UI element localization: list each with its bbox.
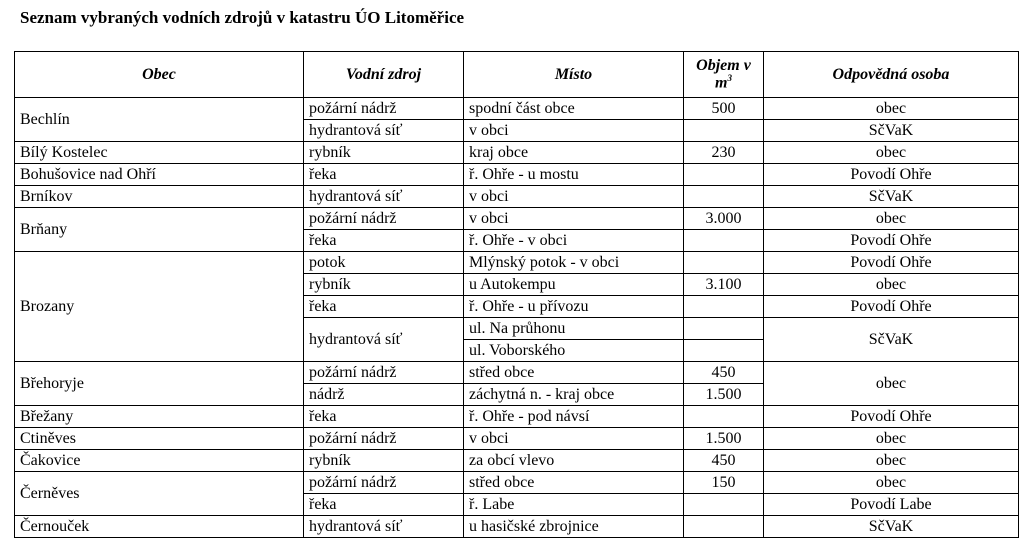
cell-objem bbox=[684, 340, 764, 362]
cell-obec: Černouček bbox=[15, 516, 304, 538]
cell-objem bbox=[684, 186, 764, 208]
table-row bbox=[15, 428, 1019, 450]
cell-vodni-zdroj: požární nádrž bbox=[304, 472, 464, 494]
table-row bbox=[15, 252, 1019, 274]
header-objem-line1: Objem v bbox=[696, 56, 751, 74]
cell-misto: ul. Na průhonu bbox=[464, 318, 684, 340]
header-odpovedna-osoba: Odpovědná osoba bbox=[764, 52, 1019, 98]
cell-objem bbox=[684, 164, 764, 186]
water-sources-table bbox=[14, 51, 1019, 538]
cell-misto: ř. Ohře - u mostu bbox=[464, 164, 684, 186]
cell-misto: ř. Ohře - pod návsí bbox=[464, 406, 684, 428]
cell-objem: 1.500 bbox=[684, 428, 764, 450]
cell-misto: záchytná n. - kraj obce bbox=[464, 384, 684, 406]
table-row bbox=[15, 406, 1019, 428]
cell-obec: Bechlín bbox=[15, 98, 304, 142]
cell-odpovedna-osoba: obec bbox=[764, 274, 1019, 296]
cell-odpovedna-osoba: obec bbox=[764, 208, 1019, 230]
cell-misto: Mlýnský potok - v obci bbox=[464, 252, 684, 274]
header-vodni-zdroj: Vodní zdroj bbox=[304, 52, 464, 98]
cell-odpovedna-osoba: Povodí Ohře bbox=[764, 252, 1019, 274]
table-header-row bbox=[15, 52, 1019, 98]
cell-vodni-zdroj: řeka bbox=[304, 164, 464, 186]
cell-objem bbox=[684, 494, 764, 516]
cell-odpovedna-osoba: Povodí Ohře bbox=[764, 164, 1019, 186]
header-objem bbox=[684, 52, 764, 98]
cell-vodni-zdroj: požární nádrž bbox=[304, 98, 464, 120]
cell-objem bbox=[684, 252, 764, 274]
table-row bbox=[15, 98, 1019, 120]
cell-odpovedna-osoba: Povodí Ohře bbox=[764, 406, 1019, 428]
cell-obec: Čakovice bbox=[15, 450, 304, 472]
cell-odpovedna-osoba: obec bbox=[764, 450, 1019, 472]
header-objem-unit: m bbox=[715, 74, 728, 92]
cell-misto: v obci bbox=[464, 186, 684, 208]
cell-obec: Břežany bbox=[15, 406, 304, 428]
cell-vodni-zdroj: řeka bbox=[304, 296, 464, 318]
cell-misto: u hasičské zbrojnice bbox=[464, 516, 684, 538]
cell-odpovedna-osoba: SčVaK bbox=[764, 516, 1019, 538]
cell-misto: ř. Labe bbox=[464, 494, 684, 516]
cell-vodni-zdroj: rybník bbox=[304, 450, 464, 472]
header-misto: Místo bbox=[464, 52, 684, 98]
cell-odpovedna-osoba: obec bbox=[764, 472, 1019, 494]
cell-objem: 450 bbox=[684, 362, 764, 384]
cell-misto: střed obce bbox=[464, 362, 684, 384]
cell-odpovedna-osoba: obec bbox=[764, 428, 1019, 450]
cell-objem: 500 bbox=[684, 98, 764, 120]
cell-misto: ř. Ohře - u přívozu bbox=[464, 296, 684, 318]
cell-misto: ul. Voborského bbox=[464, 340, 684, 362]
cell-objem: 450 bbox=[684, 450, 764, 472]
cell-obec: Bohušovice nad Ohří bbox=[15, 164, 304, 186]
cell-objem bbox=[684, 230, 764, 252]
table-row bbox=[15, 164, 1019, 186]
table-row bbox=[15, 450, 1019, 472]
cell-odpovedna-osoba: Povodí Ohře bbox=[764, 230, 1019, 252]
cell-misto: spodní část obce bbox=[464, 98, 684, 120]
cell-odpovedna-osoba: obec bbox=[764, 362, 1019, 406]
cell-vodni-zdroj: hydrantová síť bbox=[304, 516, 464, 538]
cell-misto: v obci bbox=[464, 208, 684, 230]
cell-obec: Brozany bbox=[15, 252, 304, 362]
header-objem-sup: 3 bbox=[727, 73, 732, 84]
header-obec: Obec bbox=[15, 52, 304, 98]
cell-vodni-zdroj: rybník bbox=[304, 142, 464, 164]
cell-vodni-zdroj: řeka bbox=[304, 494, 464, 516]
cell-obec: Ctiněves bbox=[15, 428, 304, 450]
cell-misto: u Autokempu bbox=[464, 274, 684, 296]
cell-odpovedna-osoba: Povodí Ohře bbox=[764, 296, 1019, 318]
cell-objem: 150 bbox=[684, 472, 764, 494]
cell-obec: Brníkov bbox=[15, 186, 304, 208]
cell-vodni-zdroj: potok bbox=[304, 252, 464, 274]
cell-obec: Brňany bbox=[15, 208, 304, 252]
cell-misto: v obci bbox=[464, 428, 684, 450]
table-row bbox=[15, 362, 1019, 384]
cell-objem bbox=[684, 516, 764, 538]
cell-objem: 1.500 bbox=[684, 384, 764, 406]
cell-vodni-zdroj: hydrantová síť bbox=[304, 120, 464, 142]
cell-obec: Břehoryje bbox=[15, 362, 304, 406]
cell-misto: ř. Ohře - v obci bbox=[464, 230, 684, 252]
cell-odpovedna-osoba: obec bbox=[764, 142, 1019, 164]
cell-objem bbox=[684, 406, 764, 428]
table-row bbox=[15, 472, 1019, 494]
cell-vodni-zdroj: řeka bbox=[304, 230, 464, 252]
table-row bbox=[15, 516, 1019, 538]
cell-misto: kraj obce bbox=[464, 142, 684, 164]
cell-objem bbox=[684, 120, 764, 142]
cell-objem: 230 bbox=[684, 142, 764, 164]
cell-vodni-zdroj: hydrantová síť bbox=[304, 186, 464, 208]
cell-vodni-zdroj: rybník bbox=[304, 274, 464, 296]
cell-obec: Bílý Kostelec bbox=[15, 142, 304, 164]
cell-odpovedna-osoba: SčVaK bbox=[764, 318, 1019, 362]
cell-vodni-zdroj: požární nádrž bbox=[304, 208, 464, 230]
cell-odpovedna-osoba: SčVaK bbox=[764, 186, 1019, 208]
table-row bbox=[15, 186, 1019, 208]
table-row bbox=[15, 142, 1019, 164]
cell-vodni-zdroj: nádrž bbox=[304, 384, 464, 406]
cell-vodni-zdroj: požární nádrž bbox=[304, 428, 464, 450]
cell-vodni-zdroj: požární nádrž bbox=[304, 362, 464, 384]
table-body bbox=[15, 98, 1019, 538]
cell-misto: za obcí vlevo bbox=[464, 450, 684, 472]
cell-objem: 3.100 bbox=[684, 274, 764, 296]
cell-odpovedna-osoba: obec bbox=[764, 98, 1019, 120]
cell-odpovedna-osoba: Povodí Labe bbox=[764, 494, 1019, 516]
cell-vodni-zdroj: řeka bbox=[304, 406, 464, 428]
cell-odpovedna-osoba: SčVaK bbox=[764, 120, 1019, 142]
cell-vodni-zdroj: hydrantová síť bbox=[304, 318, 464, 362]
cell-objem bbox=[684, 296, 764, 318]
document-title: Seznam vybraných vodních zdrojů v katastru ÚO Litoměřice bbox=[20, 8, 465, 27]
cell-objem bbox=[684, 318, 764, 340]
cell-misto: střed obce bbox=[464, 472, 684, 494]
cell-objem: 3.000 bbox=[684, 208, 764, 230]
table-row bbox=[15, 208, 1019, 230]
cell-misto: v obci bbox=[464, 120, 684, 142]
cell-obec: Černěves bbox=[15, 472, 304, 516]
